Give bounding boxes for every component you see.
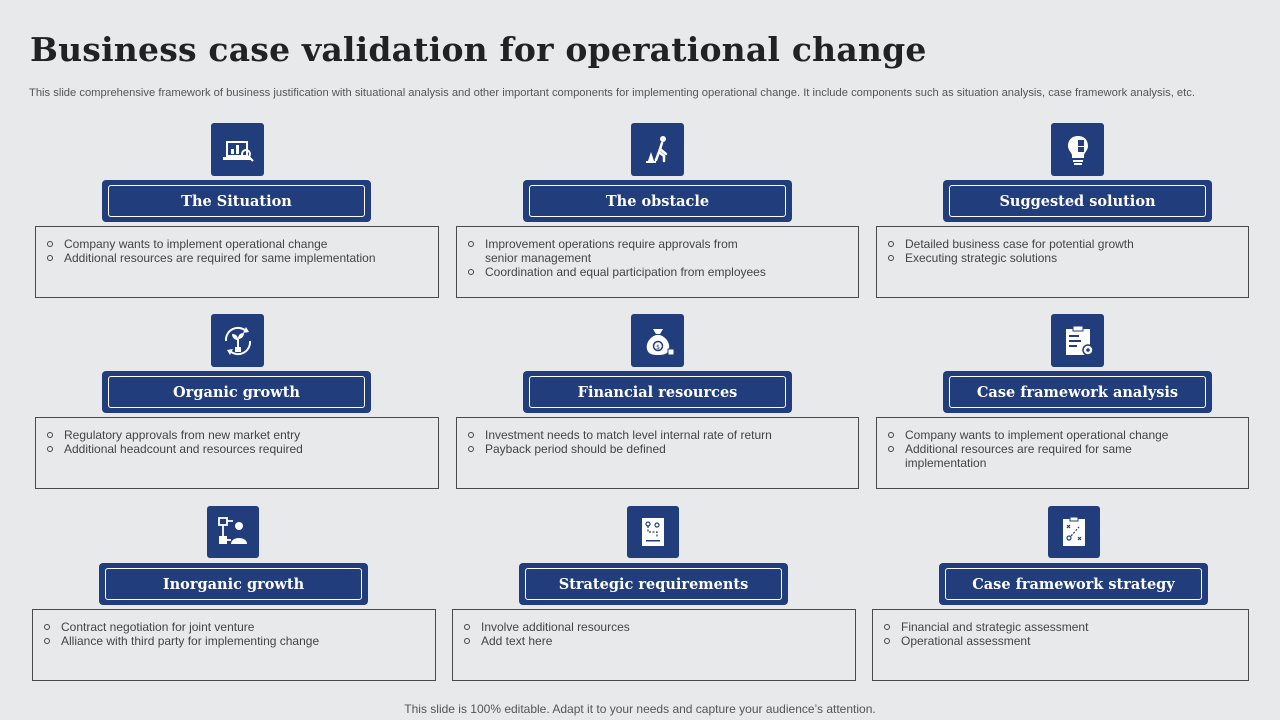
card-header [519, 563, 788, 605]
bullet-item: Coordination and equal participation from employees [467, 265, 848, 279]
lightbulb-puzzle-icon [1051, 123, 1104, 176]
card-case-framework-strategy [872, 506, 1249, 684]
card-header [523, 180, 792, 222]
card-title: Strategic requirements [525, 568, 782, 600]
bullet-item: Contract negotiation for joint venture [43, 620, 425, 634]
card-header [102, 371, 371, 413]
bullet-item: Additional resources are required for same implementation [46, 251, 428, 265]
card-the-obstacle [456, 123, 859, 301]
card-header [939, 563, 1208, 605]
card-suggested-solution [876, 123, 1249, 301]
card-title: The obstacle [529, 185, 786, 217]
bullet-item: Executing strategic solutions [887, 251, 1238, 265]
card-body [456, 226, 859, 298]
card-title: Financial resources [529, 376, 786, 408]
card-body [876, 417, 1249, 489]
bullet-item: Company wants to implement operational change [46, 237, 428, 251]
card-title: Case framework strategy [945, 568, 1202, 600]
document-plan-icon [627, 506, 679, 558]
bullet-item: Investment needs to match level internal rate of return [467, 428, 848, 442]
card-inorganic-growth [32, 506, 436, 684]
card-title: The Situation [108, 185, 365, 217]
bullet-item: Involve additional resources [463, 620, 845, 634]
page-subtitle: This slide comprehensive framework of business justification with situational analysis and other important components for implementing operational change. It include components such as situation analysis, case framework analysis, etc. [29, 87, 1195, 99]
obstacle-person-icon [631, 123, 684, 176]
card-header [943, 180, 1212, 222]
card-case-framework-analysis [876, 314, 1249, 492]
card-strategic-requirements [452, 506, 856, 684]
page-title: Business case validation for operational change [30, 30, 927, 69]
card-body [452, 609, 856, 681]
card-title: Organic growth [108, 376, 365, 408]
card-body [32, 609, 436, 681]
card-body [35, 417, 439, 489]
bullet-item: Detailed business case for potential growth [887, 237, 1238, 251]
bullet-item: Additional resources are required for same implementation [887, 442, 1177, 470]
card-header [102, 180, 371, 222]
card-the-situation [35, 123, 439, 301]
bullet-item: Financial and strategic assessment [883, 620, 1238, 634]
card-header [99, 563, 368, 605]
card-body [35, 226, 439, 298]
bullet-item: Company wants to implement operational change [887, 428, 1238, 442]
bullet-item: Add text here [463, 634, 845, 648]
card-financial-resources [456, 314, 859, 492]
bullet-item: Improvement operations require approvals from senior management [467, 237, 757, 265]
bullet-item: Payback period should be defined [467, 442, 848, 456]
card-title: Inorganic growth [105, 568, 362, 600]
svg-text:$: $ [655, 343, 660, 351]
strategy-board-icon [1048, 506, 1100, 558]
bullet-item: Operational assessment [883, 634, 1238, 648]
bullet-item: Regulatory approvals from new market entry [46, 428, 428, 442]
card-organic-growth [35, 314, 439, 492]
card-header [943, 371, 1212, 413]
card-body [456, 417, 859, 489]
analysis-laptop-icon [211, 123, 264, 176]
card-body [872, 609, 1249, 681]
bullet-item: Additional headcount and resources required [46, 442, 428, 456]
flowchart-person-icon [207, 506, 259, 558]
card-title: Case framework analysis [949, 376, 1206, 408]
clipboard-gear-icon [1051, 314, 1104, 367]
card-title: Suggested solution [949, 185, 1206, 217]
footer-note: This slide is 100% editable. Adapt it to your needs and capture your audience’s attention. [404, 702, 876, 716]
money-bag-icon [631, 314, 684, 367]
card-body [876, 226, 1249, 298]
card-header [523, 371, 792, 413]
plant-cycle-icon [211, 314, 264, 367]
bullet-item: Alliance with third party for implementing change [43, 634, 425, 648]
